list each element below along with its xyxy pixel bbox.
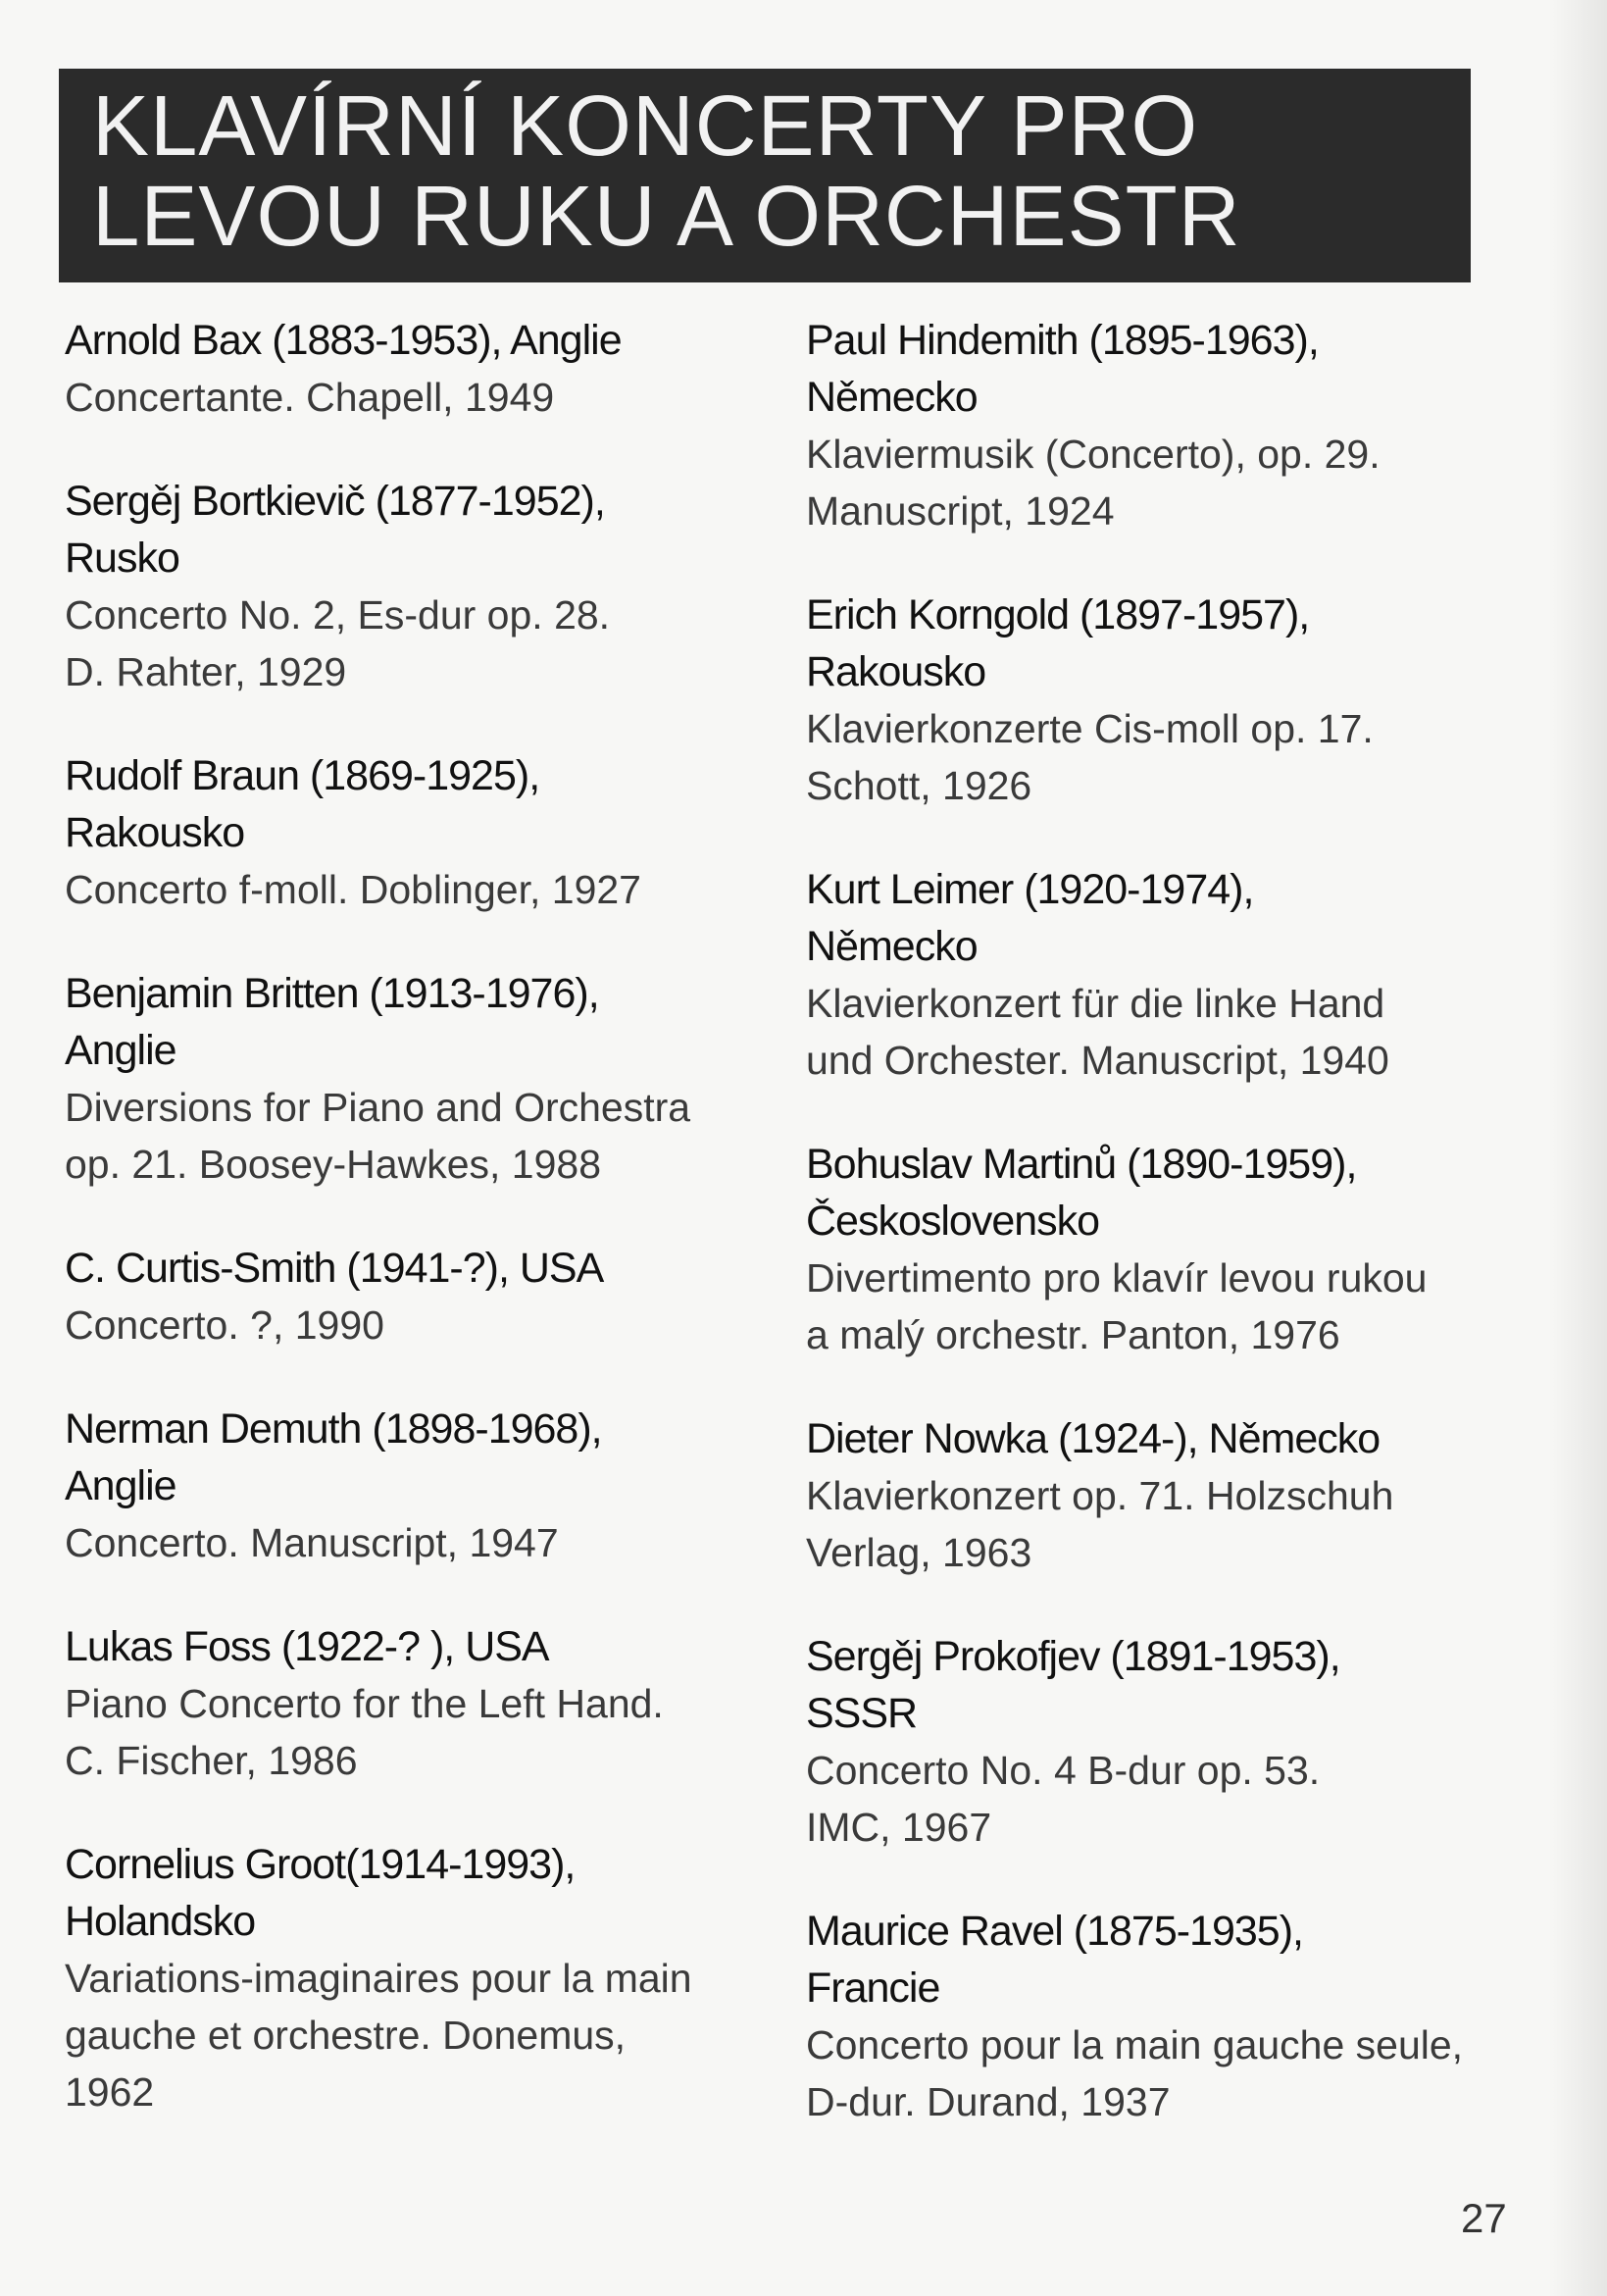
composer-heading: C. Curtis-Smith (1941-?), USA bbox=[65, 1245, 604, 1292]
entry bbox=[65, 1240, 771, 1353]
title-line-1: KLAVÍRNÍ KONCERTY PRO bbox=[92, 78, 1199, 174]
entry bbox=[806, 312, 1492, 539]
entry bbox=[65, 747, 771, 918]
entry bbox=[806, 861, 1492, 1089]
work-description: Piano Concerto for the Left Hand. C. Fischer, 1986 bbox=[65, 1681, 664, 1783]
page-edge-shadow bbox=[1548, 0, 1607, 2296]
page-number: 27 bbox=[1461, 2195, 1507, 2241]
composer-heading: Dieter Nowka (1924-), Německo bbox=[806, 1415, 1381, 1462]
entry bbox=[65, 473, 771, 700]
work-description: Divertimento pro klavír levou rukou a malý orchestr. Panton, 1976 bbox=[806, 1255, 1428, 1357]
composer-heading: Cornelius Groot(1914-1993), Holandsko bbox=[65, 1841, 576, 1945]
work-description: Concerto pour la main gauche seule, D-dur. Durand, 1937 bbox=[806, 2022, 1464, 2124]
work-description: Klavierkonzert für die linke Hand und Orchester. Manuscript, 1940 bbox=[806, 981, 1389, 1083]
entry bbox=[65, 965, 771, 1193]
entry bbox=[65, 1401, 771, 1571]
composer-heading: Bohuslav Martinů (1890-1959), Československo bbox=[806, 1141, 1357, 1245]
title-banner bbox=[59, 69, 1471, 282]
composer-heading: Sergěj Prokofjev (1891-1953), SSSR bbox=[806, 1633, 1340, 1737]
work-description: Diversions for Piano and Orchestra op. 21. Boosey-Hawkes, 1988 bbox=[65, 1085, 691, 1187]
work-description: Concerto. Manuscript, 1947 bbox=[65, 1520, 559, 1565]
composer-heading: Kurt Leimer (1920-1974), Německo bbox=[806, 866, 1254, 970]
composer-heading: Erich Korngold (1897-1957), Rakousko bbox=[806, 591, 1310, 695]
entry bbox=[806, 1136, 1492, 1363]
title-line-2: LEVOU RUKU A ORCHESTR bbox=[92, 169, 1241, 264]
entry bbox=[65, 1836, 771, 2120]
composer-heading: Sergěj Bortkievič (1877-1952), Rusko bbox=[65, 478, 605, 582]
entry bbox=[806, 1903, 1492, 2130]
work-description: Concertante. Chapell, 1949 bbox=[65, 375, 555, 420]
left-column bbox=[65, 312, 771, 2168]
work-description: Klaviermusik (Concerto), op. 29. Manuscript, 1924 bbox=[806, 432, 1381, 534]
work-description: Concerto. ?, 1990 bbox=[65, 1302, 384, 1348]
entry bbox=[806, 1628, 1492, 1856]
composer-heading: Benjamin Britten (1913-1976), Anglie bbox=[65, 970, 599, 1074]
composer-heading: Rudolf Braun (1869-1925), Rakousko bbox=[65, 752, 540, 856]
work-description: Klavierkonzerte Cis-moll op. 17. Schott, 1926 bbox=[806, 706, 1374, 808]
work-description: Klavierkonzert op. 71. Holzschuh Verlag, 1963 bbox=[806, 1473, 1394, 1575]
entry bbox=[806, 587, 1492, 814]
composer-heading: Nerman Demuth (1898-1968), Anglie bbox=[65, 1405, 602, 1509]
entry bbox=[806, 1410, 1492, 1581]
right-column bbox=[806, 312, 1492, 2177]
composer-heading: Paul Hindemith (1895-1963), Německo bbox=[806, 317, 1319, 421]
composer-heading: Arnold Bax (1883-1953), Anglie bbox=[65, 317, 622, 364]
work-description: Concerto No. 2, Es-dur op. 28. D. Rahter, 1929 bbox=[65, 592, 611, 694]
composer-heading: Maurice Ravel (1875-1935), Francie bbox=[806, 1908, 1303, 2012]
work-description: Concerto No. 4 B-dur op. 53. IMC, 1967 bbox=[806, 1748, 1321, 1850]
work-description: Concerto f-moll. Doblinger, 1927 bbox=[65, 867, 641, 912]
composer-heading: Lukas Foss (1922-? ), USA bbox=[65, 1623, 549, 1670]
work-description: Variations-imaginaires pour la main gauche et orchestre. Donemus, 1962 bbox=[65, 1956, 692, 2115]
entry bbox=[65, 1618, 771, 1789]
entry bbox=[65, 312, 771, 426]
